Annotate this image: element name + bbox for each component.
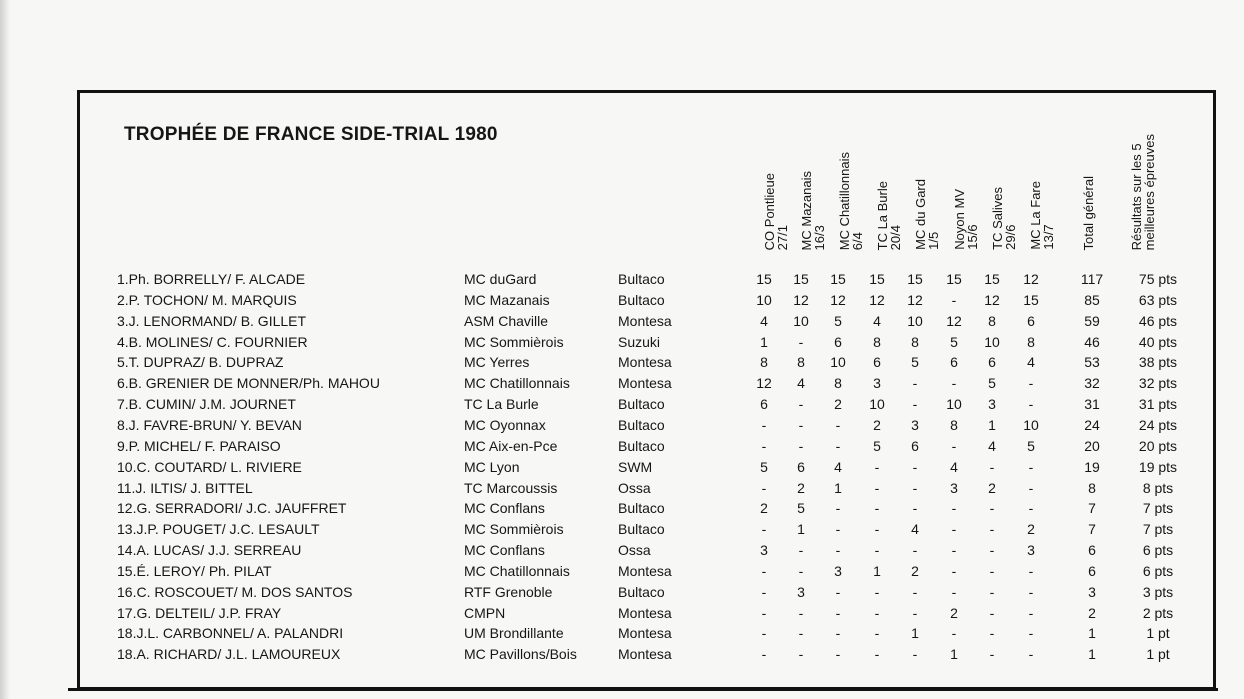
total-points: 6 [1088,562,1096,579]
event-points: - [835,625,841,642]
total-points: 24 [1084,416,1100,433]
event-points: 12 [793,291,809,308]
column-header-7 [991,100,1017,250]
table-row [0,561,1244,582]
event-points: - [989,646,995,663]
event-points: - [835,500,841,517]
table-row [0,436,1244,457]
best-five-points: 8 pts [1142,479,1174,496]
club-name: MC Lyon [464,458,520,475]
motorcycle-make: Bultaco [618,291,665,308]
event-points: 15 [1023,291,1039,308]
event-points: - [798,437,804,454]
event-points: - [989,604,995,621]
event-points: - [1028,458,1034,475]
crew-name: 5.T. DUPRAZ/ B. DUPRAZ [117,354,284,371]
event-points: - [1028,604,1034,621]
event-points: - [989,500,995,517]
event-points: 10 [984,333,1000,350]
event-points: - [912,375,918,392]
event-points: - [912,583,918,600]
table-row [0,415,1244,436]
motorcycle-make: Montesa [618,375,672,392]
total-points: 6 [1088,542,1096,559]
column-header-label: Résultats sur les 5 meilleures épreuves [1129,133,1157,250]
event-points: 8 [950,416,958,433]
event-points: - [874,458,880,475]
event-points: - [1028,479,1034,496]
event-points: 12 [756,375,772,392]
event-points: 3 [911,416,919,433]
event-points: - [912,646,918,663]
event-points: - [989,562,995,579]
event-points: 10 [830,354,846,371]
event-points: 15 [793,271,809,287]
event-points: 12 [830,291,846,308]
table-row [0,582,1244,603]
table-row [0,373,1244,394]
best-five-points: 2 pts [1142,604,1174,621]
event-points: 15 [946,271,962,287]
event-points: 4 [873,312,881,329]
event-points: - [1028,500,1034,517]
event-points: 6 [760,396,768,413]
crew-name: 18.J.L. CARBONNEL/ A. PALANDRI [117,625,344,642]
crew-name: 3.J. LENORMAND/ B. GILLET [117,312,307,329]
event-points: - [874,583,880,600]
event-points: 12 [946,312,962,329]
event-points: 15 [907,271,923,287]
event-points: - [761,604,767,621]
event-points: - [874,625,880,642]
event-points: 8 [760,354,768,371]
event-points: - [835,583,841,600]
best-five-points: 38 pts [1138,354,1178,371]
event-points: - [798,604,804,621]
event-points: - [761,583,767,600]
event-points: - [989,625,995,642]
club-name: MC duGard [464,271,537,287]
best-five-points: 7 pts [1142,500,1174,517]
best-five-points: 75 pts [1138,271,1178,287]
event-points: 2 [988,479,996,496]
total-points: 1 [1088,646,1096,663]
motorcycle-make: Bultaco [618,396,665,413]
event-points: - [989,458,995,475]
motorcycle-make: Montesa [618,354,672,371]
column-header-label: Total général [1081,175,1096,250]
event-points: - [951,521,957,538]
event-points: 1 [873,562,881,579]
crew-name: 1.Ph. BORRELLY/ F. ALCADE [117,271,306,287]
event-points: - [835,416,841,433]
club-name: MC Aix-en-Pce [464,437,558,454]
total-points: 7 [1088,521,1096,538]
event-points: 2 [797,479,805,496]
column-header-5 [914,100,940,250]
table-row [0,644,1244,665]
club-name: MC Chatillonnais [464,375,570,392]
event-points: 5 [873,437,881,454]
crew-name: 13.J.P. POUGET/ J.C. LESAULT [117,521,320,538]
motorcycle-make: Montesa [618,625,672,642]
event-points: - [798,333,804,350]
club-name: MC Conflans [464,542,545,559]
table-row [0,603,1244,624]
motorcycle-make: Bultaco [618,521,665,538]
column-header-label: Noyon MV 15/6 [952,189,980,250]
event-points: 15 [756,271,772,287]
event-points: - [761,416,767,433]
motorcycle-make: Ossa [618,542,651,559]
club-name: TC Marcoussis [464,479,558,496]
event-points: - [798,646,804,663]
bottom-rule [68,688,1218,691]
column-header-label: MC Mazanais 16/3 [799,170,827,250]
event-points: - [1028,396,1034,413]
crew-name: 8.J. FAVRE-BRUN/ Y. BEVAN [117,416,302,433]
motorcycle-make: Bultaco [618,271,665,287]
event-points: 15 [830,271,846,287]
motorcycle-make: Bultaco [618,437,665,454]
event-points: 4 [760,312,768,329]
event-points: 10 [869,396,885,413]
page-title: TROPHÉE DE FRANCE SIDE-TRIAL 1980 [124,124,498,145]
table-row [0,478,1244,499]
crew-name: 7.B. CUMIN/ J.M. JOURNET [117,396,296,413]
club-name: MC Yerres [464,354,530,371]
motorcycle-make: Bultaco [618,500,665,517]
event-points: 15 [984,271,1000,287]
table-row [0,352,1244,373]
best-five-points: 40 pts [1138,333,1178,350]
column-header-label: TC Salives 29/6 [990,187,1018,250]
total-points: 7 [1088,500,1096,517]
crew-name: 17.G. DELTEIL/ J.P. FRAY [117,604,282,621]
event-points: - [874,646,880,663]
event-points: - [1028,375,1034,392]
event-points: - [989,521,995,538]
event-points: 4 [988,437,996,454]
club-name: MC Chatillonnais [464,562,570,579]
column-header-label: MC Chatillonnais 6/4 [837,151,865,250]
event-points: 15 [869,271,885,287]
column-header-label: TC La Burle 20/4 [875,180,903,250]
event-points: - [835,542,841,559]
event-points: - [951,583,957,600]
event-points: 6 [911,437,919,454]
event-points: - [874,521,880,538]
crew-name: 10.C. COUTARD/ L. RIVIERE [117,458,302,475]
event-points: 10 [1023,416,1039,433]
event-points: 4 [797,375,805,392]
event-points: - [761,646,767,663]
event-points: 3 [797,583,805,600]
club-name: MC Sommièrois [464,333,564,350]
column-header-label: MC du Gard 1/5 [913,179,941,250]
event-points: - [912,479,918,496]
event-points: 6 [797,458,805,475]
motorcycle-make: SWM [618,458,653,475]
event-points: - [912,396,918,413]
event-points: 1 [988,416,996,433]
motorcycle-make: Ossa [618,479,651,496]
crew-name: 18.A. RICHARD/ J.L. LAMOUREUX [117,646,341,663]
club-name: UM Brondillante [464,625,564,642]
crew-name: 2.P. TOCHON/ M. MARQUIS [117,291,297,308]
total-points: 59 [1084,312,1100,329]
total-points: 46 [1084,333,1100,350]
club-name: MC Pavillons/Bois [464,646,577,663]
event-points: - [912,458,918,475]
event-points: 3 [760,542,768,559]
table-row [0,498,1244,519]
club-name: ASM Chaville [464,312,549,329]
crew-name: 6.B. GRENIER DE MONNER/Ph. MAHOU [117,375,380,392]
event-points: - [835,604,841,621]
best-five-points: 1 pt [1146,625,1170,642]
event-points: 1 [950,646,958,663]
event-points: - [951,500,957,517]
best-five-points: 20 pts [1138,437,1178,454]
column-header-label: CO Pontlieue 27/1 [762,172,790,250]
event-points: - [798,625,804,642]
event-points: 4 [950,458,958,475]
event-points: 5 [911,354,919,371]
motorcycle-make: Montesa [618,604,672,621]
crew-name: 4.B. MOLINES/ C. FOURNIER [117,333,308,350]
event-points: 8 [1027,333,1035,350]
event-points: 3 [873,375,881,392]
event-points: 2 [834,396,842,413]
event-points: 1 [797,521,805,538]
event-points: - [874,604,880,621]
table-row [0,332,1244,353]
club-name: MC Oyonnax [464,416,546,433]
club-name: MC Sommièrois [464,521,564,538]
event-points: - [874,500,880,517]
event-points: 5 [760,458,768,475]
column-header-2 [800,100,826,250]
event-points: 4 [834,458,842,475]
total-points: 85 [1084,291,1100,308]
event-points: 5 [797,500,805,517]
best-five-points: 31 pts [1138,396,1178,413]
total-points: 117 [1080,271,1104,287]
crew-name: 11.J. ILTIS/ J. BITTEL [117,479,253,496]
event-points: - [798,416,804,433]
club-name: TC La Burle [464,396,539,413]
event-points: 8 [988,312,996,329]
event-points: - [912,604,918,621]
table-row [0,290,1244,311]
event-points: 2 [1027,521,1035,538]
total-points: 31 [1084,396,1100,413]
event-points: - [951,291,957,308]
best-five-points: 19 pts [1138,458,1178,475]
event-points: 8 [911,333,919,350]
event-points: 12 [907,291,923,308]
event-points: 8 [797,354,805,371]
event-points: - [761,479,767,496]
crew-name: 16.C. ROSCOUET/ M. DOS SANTOS [117,583,353,600]
total-points: 3 [1088,583,1096,600]
event-points: 6 [1027,312,1035,329]
event-points: - [874,542,880,559]
event-points: - [912,542,918,559]
event-points: 8 [873,333,881,350]
table-row [0,519,1244,540]
best-five-points: 46 pts [1138,312,1178,329]
event-points: - [835,521,841,538]
event-points: - [912,500,918,517]
crew-name: 15.É. LEROY/ Ph. PILAT [117,562,272,579]
event-points: 10 [756,291,772,308]
best-five-points: 63 pts [1138,291,1178,308]
club-name: RTF Grenoble [464,583,553,600]
crew-name: 12.G. SERRADORI/ J.C. JAUFFRET [117,500,347,517]
event-points: - [835,646,841,663]
event-points: - [1028,646,1034,663]
event-points: - [1028,583,1034,600]
event-points: - [951,375,957,392]
event-points: 6 [950,354,958,371]
table-row [0,394,1244,415]
event-points: 3 [834,562,842,579]
event-points: 12 [1023,271,1039,287]
club-name: CMPN [464,604,506,621]
event-points: - [951,542,957,559]
column-header-9 [1082,100,1108,250]
event-points: 3 [1027,542,1035,559]
event-points: - [989,542,995,559]
table-row [0,623,1244,644]
motorcycle-make: Bultaco [618,583,665,600]
event-points: 4 [1027,354,1035,371]
motorcycle-make: Montesa [618,562,672,579]
column-header-4 [876,100,902,250]
column-header-1 [763,100,789,250]
best-five-points: 24 pts [1138,416,1178,433]
club-name: MC Mazanais [464,291,550,308]
event-points: - [989,583,995,600]
event-points: 12 [984,291,1000,308]
club-name: MC Conflans [464,500,545,517]
motorcycle-make: Montesa [618,312,672,329]
total-points: 8 [1088,479,1096,496]
best-five-points: 7 pts [1142,521,1174,538]
event-points: - [951,562,957,579]
event-points: - [798,396,804,413]
column-header-3 [838,100,864,250]
total-points: 20 [1084,437,1100,454]
table-row [0,540,1244,561]
event-points: - [798,542,804,559]
event-points: - [761,437,767,454]
event-points: 10 [793,312,809,329]
event-points: 2 [950,604,958,621]
event-points: 3 [950,479,958,496]
column-header-label: MC La Fare 13/7 [1028,181,1056,250]
motorcycle-make: Suzuki [618,333,661,350]
event-points: 8 [834,375,842,392]
total-points: 2 [1088,604,1096,621]
total-points: 53 [1084,354,1100,371]
event-points: - [761,625,767,642]
event-points: 5 [834,312,842,329]
event-points: 6 [988,354,996,371]
crew-name: 14.A. LUCAS/ J.J. SERREAU [117,542,302,559]
event-points: - [761,521,767,538]
event-points: 12 [869,291,885,308]
event-points: 3 [988,396,996,413]
total-points: 1 [1088,625,1096,642]
event-points: 5 [988,375,996,392]
event-points: 10 [907,312,923,329]
event-points: - [874,479,880,496]
event-points: - [1028,562,1034,579]
event-points: 5 [1027,437,1035,454]
event-points: - [761,562,767,579]
event-points: 6 [834,333,842,350]
event-points: 1 [911,625,919,642]
crew-name: 9.P. MICHEL/ F. PARAISO [117,437,281,454]
table-row [0,311,1244,332]
total-points: 32 [1084,375,1100,392]
event-points: - [951,625,957,642]
event-points: - [1028,625,1034,642]
table-row [0,457,1244,478]
event-points: 2 [760,500,768,517]
event-points: 1 [834,479,842,496]
event-points: 6 [873,354,881,371]
column-header-6 [953,100,979,250]
total-points: 19 [1084,458,1100,475]
event-points: - [951,437,957,454]
event-points: 10 [946,396,962,413]
best-five-points: 6 pts [1142,562,1174,579]
event-points: 1 [760,333,768,350]
best-five-points: 6 pts [1142,542,1174,559]
motorcycle-make: Bultaco [618,416,665,433]
event-points: - [835,437,841,454]
event-points: 4 [911,521,919,538]
best-five-points: 32 pts [1138,375,1178,392]
best-five-points: 1 pt [1146,646,1170,663]
best-five-points: 3 pts [1142,583,1174,600]
event-points: 2 [911,562,919,579]
table-row [0,269,1244,290]
event-points: 5 [950,333,958,350]
event-points: 2 [873,416,881,433]
column-header-10 [1130,100,1156,250]
motorcycle-make: Montesa [618,646,672,663]
event-points: - [798,562,804,579]
column-header-8 [1029,100,1055,250]
